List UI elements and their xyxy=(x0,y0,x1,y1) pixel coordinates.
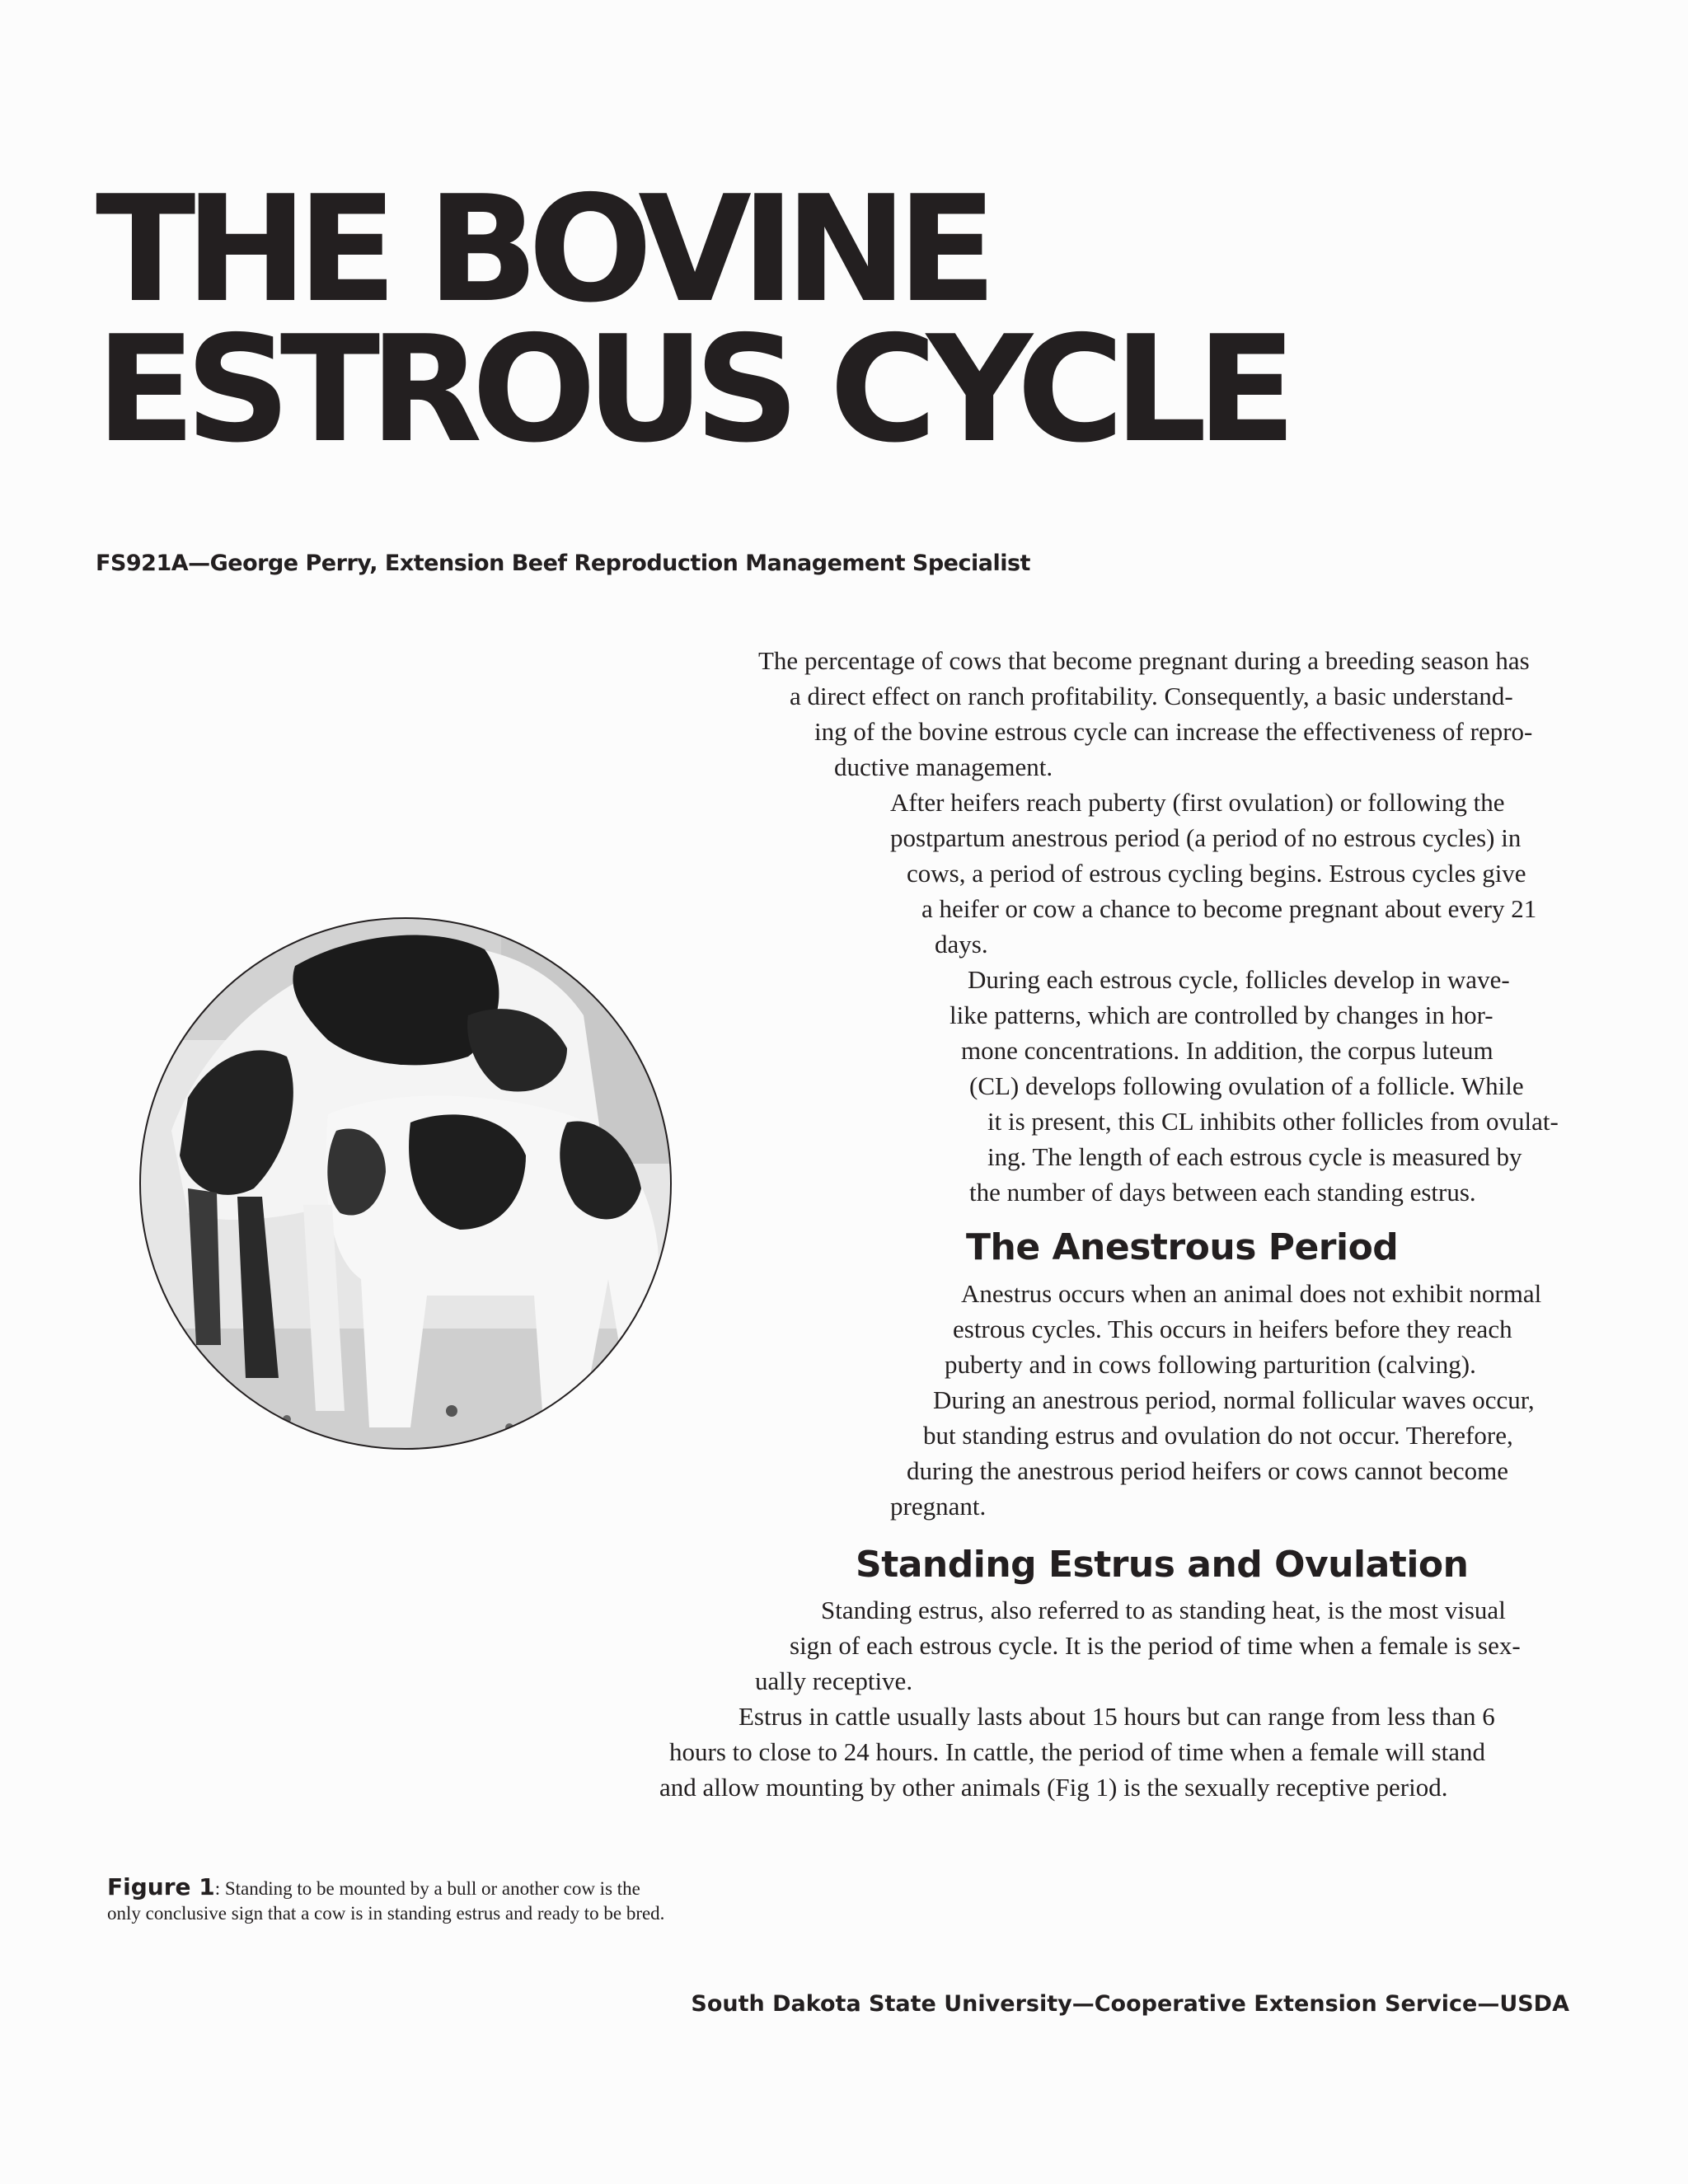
figure-caption xyxy=(107,1875,668,1926)
intro-line: a heifer or cow a chance to become pregnant about every 21 xyxy=(921,894,1537,923)
intro-line: mone concentrations. In addition, the corpus luteum xyxy=(961,1036,1493,1065)
intro-line: The percentage of cows that become pregnant during a breeding season has xyxy=(758,646,1530,675)
anestrous-line: puberty and in cows following parturition (calving). xyxy=(945,1350,1476,1379)
anestrous-line: Anestrus occurs when an animal does not exhibit normal xyxy=(961,1279,1542,1308)
intro-line: the number of days between each standing estrus. xyxy=(969,1178,1476,1207)
figure-label: Figure 1 xyxy=(107,1873,215,1900)
estrus-line: ually receptive. xyxy=(755,1666,913,1695)
intro-line: it is present, this CL inhibits other follicles from ovulat- xyxy=(987,1107,1559,1136)
figure-caption-text: : Standing to be mounted by a bull or another cow is the only conclusive sign that a cow is in standing estrus and ready to be bred. xyxy=(107,1878,665,1924)
intro-line: postpartum anestrous period (a period of no estrous cycles) in xyxy=(890,823,1522,852)
anestrous-line: but standing estrus and ovulation do not occur. Therefore, xyxy=(923,1421,1513,1450)
intro-line: like patterns, which are controlled by changes in hor- xyxy=(950,1001,1493,1029)
anestrous-line: during the anestrous period heifers or cows cannot become xyxy=(907,1456,1508,1485)
document-subtitle: FS921A—George Perry, Extension Beef Reproduction Management Specialist xyxy=(96,551,1030,576)
intro-line: ing. The length of each estrous cycle is measured by xyxy=(987,1142,1522,1171)
title-line-2: ESTROUS CYCLE xyxy=(96,304,1287,475)
intro-line: ductive management. xyxy=(834,752,1053,781)
intro-line: After heifers reach puberty (first ovulation) or following the xyxy=(890,788,1505,817)
estrus-line: Estrus in cattle usually lasts about 15 hours but can range from less than 6 xyxy=(738,1702,1495,1731)
intro-line: a direct effect on ranch profitability. Consequently, a basic understand- xyxy=(790,682,1513,710)
anestrous-line: estrous cycles. This occurs in heifers before they reach xyxy=(953,1315,1512,1343)
estrus-line: hours to close to 24 hours. In cattle, the period of time when a female will stand xyxy=(669,1737,1486,1766)
intro-line: days. xyxy=(935,930,988,958)
anestrous-heading: The Anestrous Period xyxy=(966,1226,1399,1268)
figure-1-photo xyxy=(138,916,673,1451)
intro-line: ing of the bovine estrous cycle can increase the effectiveness of repro- xyxy=(814,717,1533,746)
footer-publisher: South Dakota State University—Cooperative Extension Service—USDA xyxy=(691,1991,1569,2017)
intro-line: During each estrous cycle, follicles develop in wave- xyxy=(968,965,1510,994)
document-title xyxy=(96,164,1287,475)
estrus-line: Standing estrus, also referred to as standing heat, is the most visual xyxy=(821,1596,1506,1624)
anestrous-line: During an anestrous period, normal follicular waves occur, xyxy=(933,1385,1535,1414)
estrus-heading: Standing Estrus and Ovulation xyxy=(856,1544,1469,1586)
intro-line: cows, a period of estrous cycling begins. Estrous cycles give xyxy=(907,859,1526,888)
estrus-line: sign of each estrous cycle. It is the period of time when a female is sex- xyxy=(790,1631,1521,1660)
anestrous-line: pregnant. xyxy=(890,1492,987,1521)
estrus-line: and allow mounting by other animals (Fig 1) is the sexually receptive period. xyxy=(659,1773,1448,1802)
intro-line: (CL) develops following ovulation of a follicle. While xyxy=(969,1071,1524,1100)
title-line-1: THE BOVINE xyxy=(96,164,987,335)
